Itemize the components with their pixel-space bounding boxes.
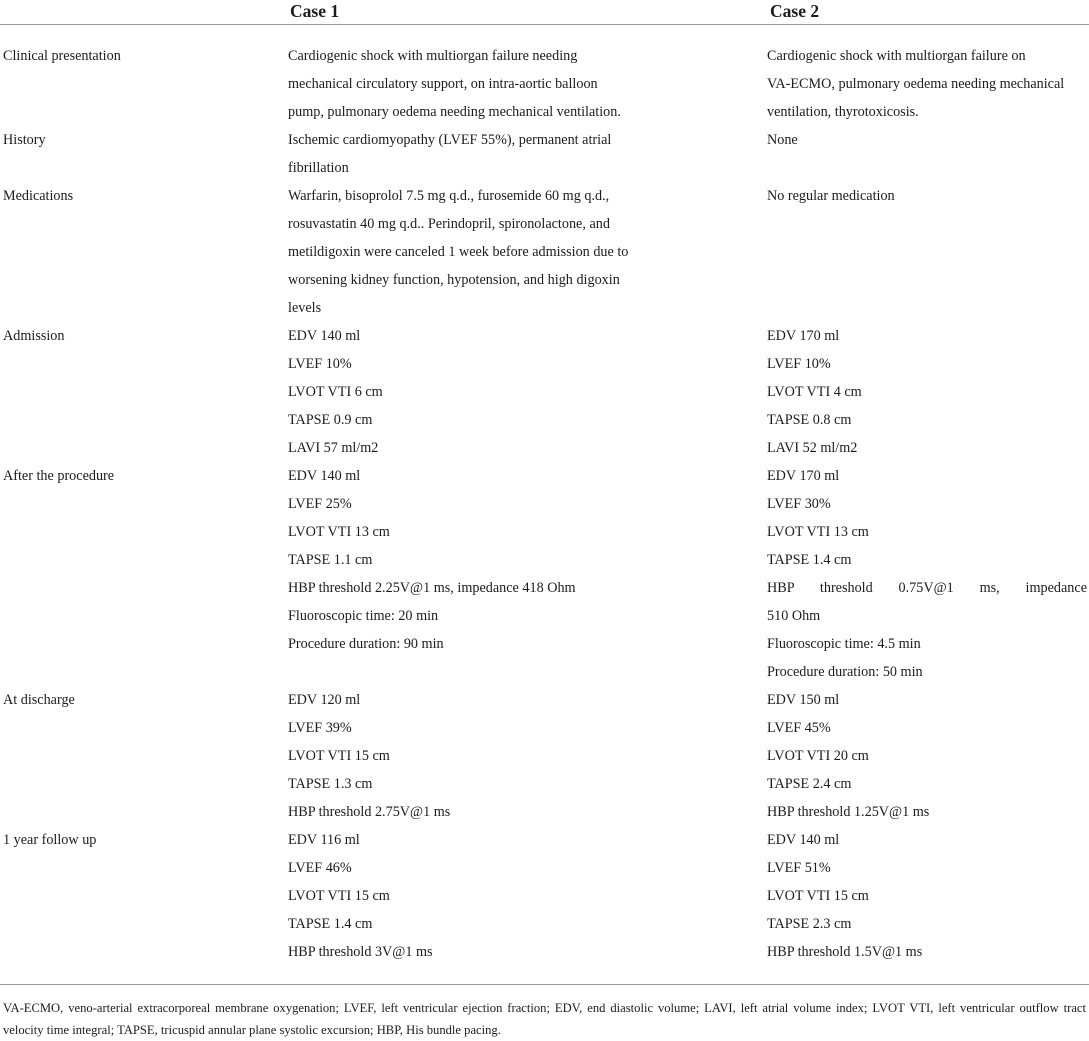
row-label — [0, 462, 285, 686]
row-label-text: At discharge — [3, 692, 75, 708]
header-case-2: Case 2 — [765, 0, 1089, 25]
cell-line: EDV 170 ml — [767, 468, 840, 484]
case-2-cell — [765, 182, 1089, 322]
cell-line: EDV 140 ml — [767, 832, 840, 848]
row-label-text: After the procedure — [3, 468, 115, 484]
cell-line: Cardiogenic shock with multiorgan failure on — [767, 48, 1026, 64]
case-2-cell — [765, 322, 1089, 462]
row-label-text: Medications — [3, 188, 74, 204]
table-row — [0, 322, 1089, 462]
cell-line: TAPSE 2.4 cm — [767, 776, 852, 792]
cell-line: HBP threshold 2.25V@1 ms, impedance 418 Ohm — [288, 580, 576, 596]
case-1-cell — [285, 126, 765, 182]
cell-line: LVEF 39% — [288, 720, 352, 736]
cell-line: LAVI 57 ml/m2 — [288, 440, 379, 456]
cell-line: TAPSE 0.8 cm — [767, 412, 852, 428]
cell-line: TAPSE 1.1 cm — [288, 552, 373, 568]
cell-line: metildigoxin were canceled 1 week before admission due to — [288, 244, 629, 260]
table-row — [0, 686, 1089, 826]
table-header-row — [0, 0, 1089, 25]
case-1-cell — [285, 826, 765, 985]
cell-line: levels — [288, 300, 322, 316]
row-label — [0, 126, 285, 182]
cell-line: LVOT VTI 20 cm — [767, 748, 869, 764]
cell-line: No regular medication — [767, 188, 895, 204]
case-2-cell — [765, 826, 1089, 985]
cell-line: EDV 140 ml — [288, 468, 361, 484]
cell-line: TAPSE 0.9 cm — [288, 412, 373, 428]
cell-line: mechanical circulatory support, on intra-aortic balloon — [288, 76, 598, 92]
case-1-cell — [285, 686, 765, 826]
cell-line: EDV 150 ml — [767, 692, 840, 708]
cell-line: LVEF 30% — [767, 496, 831, 512]
cell-line: LAVI 52 ml/m2 — [767, 440, 858, 456]
cell-line: pump, pulmonary oedema needing mechanical ventilation. — [288, 104, 621, 120]
cell-line: TAPSE 2.3 cm — [767, 916, 852, 932]
table-row — [0, 126, 1089, 182]
cell-line: Cardiogenic shock with multiorgan failure needing — [288, 48, 578, 64]
case-2-cell — [765, 462, 1089, 686]
cell-line: Procedure duration: 90 min — [288, 636, 444, 652]
cell-line: HBP threshold 0.75V@1 ms, impedance — [767, 580, 1087, 596]
cell-line: VA-ECMO, pulmonary oedema needing mechanical — [767, 76, 1065, 92]
row-label — [0, 182, 285, 322]
case-1-cell — [285, 462, 765, 686]
cell-line: LVOT VTI 15 cm — [767, 888, 869, 904]
cell-line: LVEF 46% — [288, 860, 352, 876]
table-body — [0, 25, 1089, 985]
table-footnote: VA-ECMO, veno-arterial extracorporeal membrane oxygenation; LVEF, left ventricular ejection fraction; EDV, end diastolic volume; LAVI, left atrial volume index; LVOT VTI, left ventricular outflow tract velocity time integral; TAPSE, tricuspid annular plane systolic excursion; HBP, His bundle pacing. — [3, 1001, 1086, 1037]
cell-line: LVOT VTI 13 cm — [288, 524, 390, 540]
cell-line: Warfarin, bisoprolol 7.5 mg q.d., furosemide 60 mg q.d., — [288, 188, 610, 204]
row-label-text: Clinical presentation — [3, 48, 121, 64]
case-1-cell — [285, 182, 765, 322]
cell-line: EDV 120 ml — [288, 692, 361, 708]
cell-line: LVEF 25% — [288, 496, 352, 512]
cell-line: HBP threshold 3V@1 ms — [288, 944, 433, 960]
row-label-text: 1 year follow up — [3, 832, 97, 848]
cell-line: HBP threshold 2.75V@1 ms — [288, 804, 451, 820]
row-label — [0, 826, 285, 985]
cell-line: LVOT VTI 4 cm — [767, 384, 862, 400]
header-label-column — [0, 0, 285, 25]
cell-line: Ischemic cardiomyopathy (LVEF 55%), permanent atrial — [288, 132, 612, 148]
cell-line: fibrillation — [288, 160, 349, 176]
table-row — [0, 826, 1089, 985]
cell-line: LVOT VTI 13 cm — [767, 524, 869, 540]
table-row — [0, 462, 1089, 686]
table-row — [0, 182, 1089, 322]
header-case-1: Case 1 — [285, 0, 765, 25]
case-2-cell — [765, 25, 1089, 127]
cell-line: LVEF 45% — [767, 720, 831, 736]
cell-line: LVEF 51% — [767, 860, 831, 876]
cell-line: None — [767, 132, 798, 148]
row-label-text: History — [3, 132, 46, 148]
case-1-cell — [285, 322, 765, 462]
cell-line: Procedure duration: 50 min — [767, 664, 923, 680]
cell-line: EDV 116 ml — [288, 832, 360, 848]
cell-line: EDV 140 ml — [288, 328, 361, 344]
cell-line: Fluoroscopic time: 20 min — [288, 608, 439, 624]
cell-line: HBP threshold 1.5V@1 ms — [767, 944, 923, 960]
cell-line: Fluoroscopic time: 4.5 min — [767, 636, 921, 652]
cell-line: EDV 170 ml — [767, 328, 840, 344]
table-row — [0, 25, 1089, 127]
cell-line: LVOT VTI 15 cm — [288, 888, 390, 904]
row-label — [0, 25, 285, 127]
cell-line: TAPSE 1.4 cm — [767, 552, 852, 568]
cell-line: 510 Ohm — [767, 608, 821, 624]
cell-line: TAPSE 1.4 cm — [288, 916, 373, 932]
case-2-cell — [765, 126, 1089, 182]
cell-line: LVEF 10% — [288, 356, 352, 372]
row-label — [0, 686, 285, 826]
cell-line: LVEF 10% — [767, 356, 831, 372]
cell-line: HBP threshold 1.25V@1 ms — [767, 804, 930, 820]
cell-line: ventilation, thyrotoxicosis. — [767, 104, 919, 120]
row-label — [0, 322, 285, 462]
row-label-text: Admission — [3, 328, 65, 344]
case-2-cell — [765, 686, 1089, 826]
cell-line: TAPSE 1.3 cm — [288, 776, 373, 792]
cell-line: rosuvastatin 40 mg q.d.. Perindopril, spironolactone, and — [288, 216, 610, 232]
cell-line: LVOT VTI 15 cm — [288, 748, 390, 764]
cell-line: LVOT VTI 6 cm — [288, 384, 383, 400]
cell-line: worsening kidney function, hypotension, and high digoxin — [288, 272, 620, 288]
case-1-cell — [285, 25, 765, 127]
